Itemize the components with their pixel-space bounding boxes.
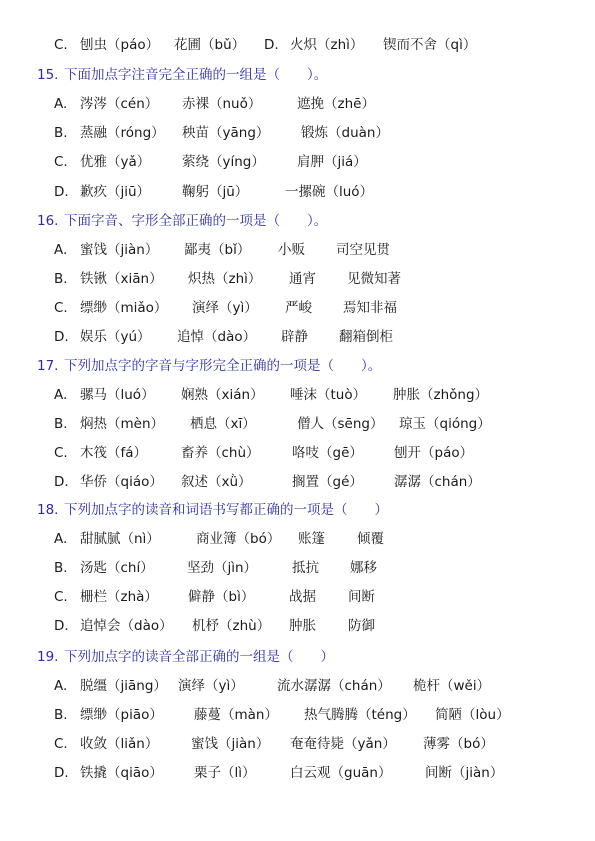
option-item: 通宵 xyxy=(289,271,316,287)
option-row xyxy=(0,180,595,204)
option-item: 白云观（guān） xyxy=(290,765,392,781)
option-item: 铁撬（qiāo） xyxy=(80,765,163,781)
option-item: 抵抗 xyxy=(292,560,319,576)
option-item: 辟静 xyxy=(281,329,308,345)
option-item: 秧苗（yāng） xyxy=(182,125,270,141)
option-item: 翻箱倒柜 xyxy=(339,329,393,345)
option-item: 焖热（mèn） xyxy=(80,416,165,432)
option-letter: D. xyxy=(54,765,69,781)
option-letter: B. xyxy=(54,416,68,432)
option-item: D. xyxy=(264,37,279,53)
question-number: 15. xyxy=(37,67,59,83)
option-item: 木筏（fá） xyxy=(80,445,148,461)
question-heading xyxy=(0,209,595,233)
question-number: 17. xyxy=(37,358,59,374)
option-row xyxy=(0,412,595,436)
option-item: 铁锹（xiān） xyxy=(80,271,163,287)
option-item: 甜腻腻（nì） xyxy=(80,531,160,547)
option-row xyxy=(0,470,595,494)
option-item: 僻静（bì） xyxy=(188,589,255,605)
option-row xyxy=(0,527,595,551)
option-item: 司空见贯 xyxy=(336,242,390,258)
option-letter: C. xyxy=(54,589,68,605)
option-item: 缥缈（piāo） xyxy=(80,707,163,723)
option-letter: B. xyxy=(54,125,68,141)
option-item: 脱缰（jiāng） xyxy=(80,678,167,694)
option-item: 叙述（xǜ） xyxy=(181,474,252,490)
option-item: 蒸融（róng） xyxy=(80,125,165,141)
question-text: 下面加点字注音完全正确的一组是（ ）。 xyxy=(64,67,328,83)
option-item: 严峻 xyxy=(285,300,312,316)
option-item: 蜜饯（jiàn） xyxy=(191,736,270,752)
option-letter: D. xyxy=(54,618,69,634)
option-item: 畜养（chù） xyxy=(181,445,260,461)
question-text: 下面字音、字形全部正确的一项是（ ）。 xyxy=(64,213,328,229)
option-item: 肿胀（zhǒng） xyxy=(393,387,489,403)
option-item: 焉知非福 xyxy=(343,300,397,316)
option-item: 炽热（zhì） xyxy=(188,271,262,287)
option-item: 追悼会（dào） xyxy=(80,618,173,634)
option-letter: A. xyxy=(54,96,68,112)
option-letter: A. xyxy=(54,531,68,547)
option-item: 蜜饯（jiàn） xyxy=(80,242,159,258)
option-item: 涔涔（cén） xyxy=(80,96,159,112)
option-letter: D. xyxy=(54,474,69,490)
option-item: 娴熟（xián） xyxy=(181,387,264,403)
option-row xyxy=(0,383,595,407)
option-item: 娜移 xyxy=(350,560,377,576)
option-item: 潺潺（chán） xyxy=(394,474,481,490)
question-number: 19. xyxy=(37,649,59,665)
option-item: 小贩 xyxy=(278,242,305,258)
option-item: 流水潺潺（chán） xyxy=(277,678,391,694)
option-item: 僧人（sēng） xyxy=(297,416,384,432)
option-item: 娱乐（yú） xyxy=(80,329,151,345)
option-row xyxy=(0,296,595,320)
option-item: 鄙夷（bǐ） xyxy=(184,242,251,258)
question-heading xyxy=(0,498,595,522)
question-heading xyxy=(0,645,595,669)
option-item: 咯吱（gē） xyxy=(292,445,363,461)
option-item: 间断 xyxy=(348,589,375,605)
option-letter: B. xyxy=(54,271,68,287)
option-item: 薄雾（bó） xyxy=(423,736,494,752)
option-row xyxy=(0,238,595,262)
option-letter: C. xyxy=(54,154,68,170)
option-item: 鞠躬（jū） xyxy=(182,184,249,200)
option-item: 萦绕（yíng） xyxy=(182,154,265,170)
option-row xyxy=(0,556,595,580)
option-letter: C. xyxy=(54,736,68,752)
option-row xyxy=(0,150,595,174)
option-item: 坚劲（jìn） xyxy=(187,560,258,576)
option-item: 间断（jiàn） xyxy=(425,765,504,781)
option-item: 琼玉（qióng） xyxy=(399,416,491,432)
option-letter: C. xyxy=(54,37,68,53)
option-item: 账篷 xyxy=(298,531,325,547)
option-row xyxy=(0,267,595,291)
option-letter: C. xyxy=(54,445,68,461)
option-item: 汤匙（chí） xyxy=(80,560,154,576)
option-item: 收敛（liǎn） xyxy=(80,736,159,752)
question-text: 下列加点字的字音与字形完全正确的一项是（ ）。 xyxy=(64,358,382,374)
option-letter: B. xyxy=(54,707,68,723)
option-item: 骡马（luó） xyxy=(80,387,155,403)
option-item: 奄奄待毙（yǎn） xyxy=(290,736,396,752)
option-letter: D. xyxy=(54,329,69,345)
option-letter: D. xyxy=(54,184,69,200)
option-item: 锻炼（duàn） xyxy=(301,125,389,141)
option-row xyxy=(0,325,595,349)
option-row xyxy=(0,614,595,638)
option-row xyxy=(0,585,595,609)
option-item: 优雅（yǎ） xyxy=(80,154,151,170)
question-heading xyxy=(0,63,595,87)
option-letter: C. xyxy=(54,300,68,316)
option-item: 见微知著 xyxy=(347,271,401,287)
question-number: 18. xyxy=(37,502,59,518)
option-item: 花圃（bǔ） xyxy=(174,37,246,53)
option-item: 搁置（gé） xyxy=(292,474,363,490)
option-row xyxy=(0,674,595,698)
option-row xyxy=(0,761,595,785)
option-item: 栗子（lì） xyxy=(194,765,256,781)
option-row xyxy=(0,121,595,145)
option-item: 防御 xyxy=(348,618,375,634)
option-item: 肿胀 xyxy=(289,618,316,634)
option-item: 藤蔓（màn） xyxy=(194,707,278,723)
option-item: 演绎（yì） xyxy=(178,678,244,694)
option-row xyxy=(0,441,595,465)
option-item: 缥缈（miǎo） xyxy=(80,300,168,316)
option-letter: A. xyxy=(54,387,68,403)
option-letter: A. xyxy=(54,678,68,694)
option-item: 战据 xyxy=(289,589,316,605)
question-heading xyxy=(0,354,595,378)
question-number: 16. xyxy=(37,213,59,229)
option-item: 刨虫（páo） xyxy=(80,37,160,53)
option-item: 简陋（lòu） xyxy=(435,707,510,723)
option-item: 刨开（páo） xyxy=(394,445,474,461)
option-item: 商业簿（bó） xyxy=(196,531,281,547)
option-letter: B. xyxy=(54,560,68,576)
option-item: 华侨（qiáo） xyxy=(80,474,163,490)
option-item: 桅杆（wěi） xyxy=(413,678,491,694)
option-row xyxy=(0,732,595,756)
option-item: 遮挽（zhē） xyxy=(297,96,375,112)
option-row xyxy=(0,33,595,57)
option-item: 歉疚（jiū） xyxy=(80,184,151,200)
option-item: 赤裸（nuǒ） xyxy=(182,96,262,112)
option-row xyxy=(0,703,595,727)
option-item: 锲而不舍（qì） xyxy=(383,37,477,53)
option-item: 栅栏（zhà） xyxy=(80,589,158,605)
option-letter: A. xyxy=(54,242,68,258)
option-row xyxy=(0,92,595,116)
option-item: 唾沫（tuò） xyxy=(290,387,367,403)
option-item: 肩胛（jiá） xyxy=(297,154,367,170)
option-item: 倾覆 xyxy=(357,531,384,547)
option-item: 追悼（dào） xyxy=(177,329,257,345)
option-item: 一摞碗（luó） xyxy=(285,184,374,200)
option-item: 演绎（yì） xyxy=(192,300,258,316)
option-item: 栖息（xī） xyxy=(190,416,256,432)
option-item: 机杼（zhù） xyxy=(192,618,271,634)
option-item: 热气腾腾（téng） xyxy=(304,707,416,723)
option-item: 火炽（zhì） xyxy=(290,37,364,53)
question-text: 下列加点字的读音全部正确的一组是（ ） xyxy=(64,649,334,665)
question-text: 下列加点字的读音和词语书写都正确的一项是（ ） xyxy=(64,502,388,518)
